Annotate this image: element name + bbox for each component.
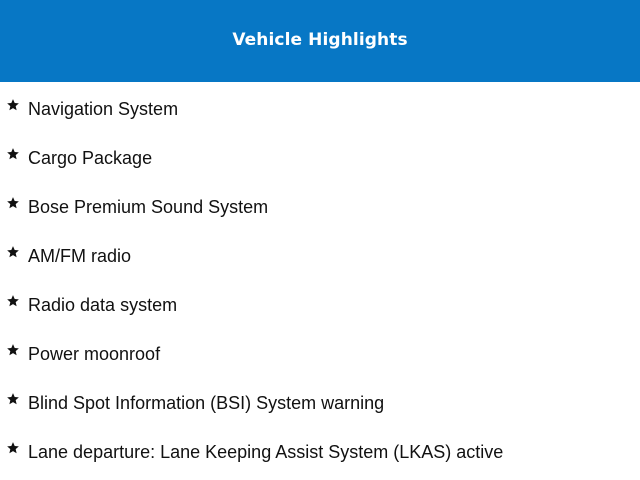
list-item-label: Bose Premium Sound System	[28, 197, 269, 217]
header-bar	[0, 0, 640, 82]
list-item-label: Power moonroof	[28, 344, 161, 364]
list-item-label: Lane departure: Lane Keeping Assist System (LKAS) active	[28, 442, 504, 462]
list-item-label: Navigation System	[28, 99, 179, 119]
star-icon	[6, 147, 20, 161]
star-icon	[6, 441, 20, 455]
star-icon	[6, 294, 20, 308]
list-item-label: Radio data system	[28, 295, 178, 315]
star-icon	[6, 343, 20, 357]
page-title: Vehicle Highlights	[232, 29, 408, 50]
star-icon	[6, 392, 20, 406]
star-icon	[6, 98, 20, 112]
star-icon	[6, 196, 20, 210]
star-icon	[6, 245, 20, 259]
list-item-label: Cargo Package	[28, 148, 153, 168]
list-item-label: AM/FM radio	[28, 246, 132, 266]
list-item-label: Blind Spot Information (BSI) System warning	[28, 393, 385, 413]
